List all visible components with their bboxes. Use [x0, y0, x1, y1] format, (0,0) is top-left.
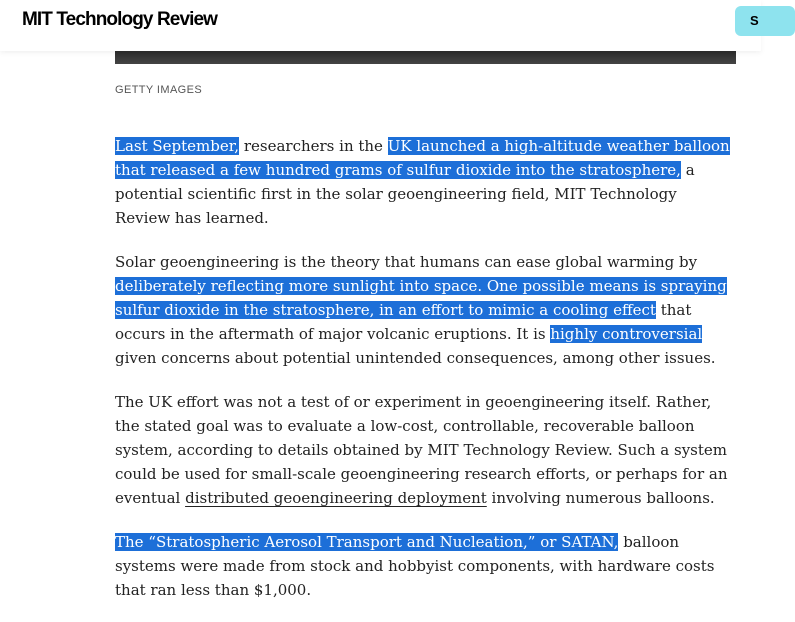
text: given concerns about potential unintended consequences, among other issues. [115, 349, 716, 367]
subscribe-button[interactable]: S [735, 6, 795, 36]
selected-text: The “Stratospheric Aerosol Transport and Nucleation,” or SATAN, [115, 533, 619, 551]
text: balloon systems were made from stock and hobbyist components, with hardware costs that ran less than $1,000. [115, 533, 715, 599]
paragraph-2 [115, 250, 735, 370]
site-header [0, 0, 761, 51]
paragraph-4 [115, 530, 735, 602]
selected-text: highly controversial [550, 325, 703, 343]
text: Solar geoengineering is the theory that humans can ease global warming by [115, 253, 698, 271]
text: that occurs in the aftermath of major volcanic eruptions. It is [115, 301, 692, 343]
text: a potential scientific first in the solar geoengineering field, MIT Technology Review has learned. [115, 161, 695, 227]
image-credit: GETTY IMAGES [115, 84, 203, 96]
paragraph-3 [115, 390, 735, 510]
text: researchers in the [239, 137, 388, 155]
text: involving numerous balloons. [486, 489, 715, 507]
article-body [115, 134, 735, 622]
selected-text: Last September, [115, 137, 240, 155]
distributed-deployment-link[interactable]: distributed geoengineering deployment [185, 489, 487, 507]
site-logo[interactable]: MIT Technology Review [22, 9, 218, 30]
selected-text: deliberately reflecting more sunlight into space. One possible means is spraying sulfur dioxide in the stratosphere, in an effort to mimic a cooling effect [115, 277, 727, 319]
paragraph-1 [115, 134, 735, 230]
selected-text: UK launched a high-altitude weather balloon that released a few hundred grams of sulfur dioxide into the stratosphere, [115, 137, 730, 179]
text: The UK effort was not a test of or experiment in geoengineering itself. Rather, the stated goal was to evaluate a low-cost, controllable, recoverable balloon system, according to details obtained by MIT Technology Review. Such a system could be used for small-scale geoengineering research efforts, or perhaps for an eventual [115, 393, 728, 507]
